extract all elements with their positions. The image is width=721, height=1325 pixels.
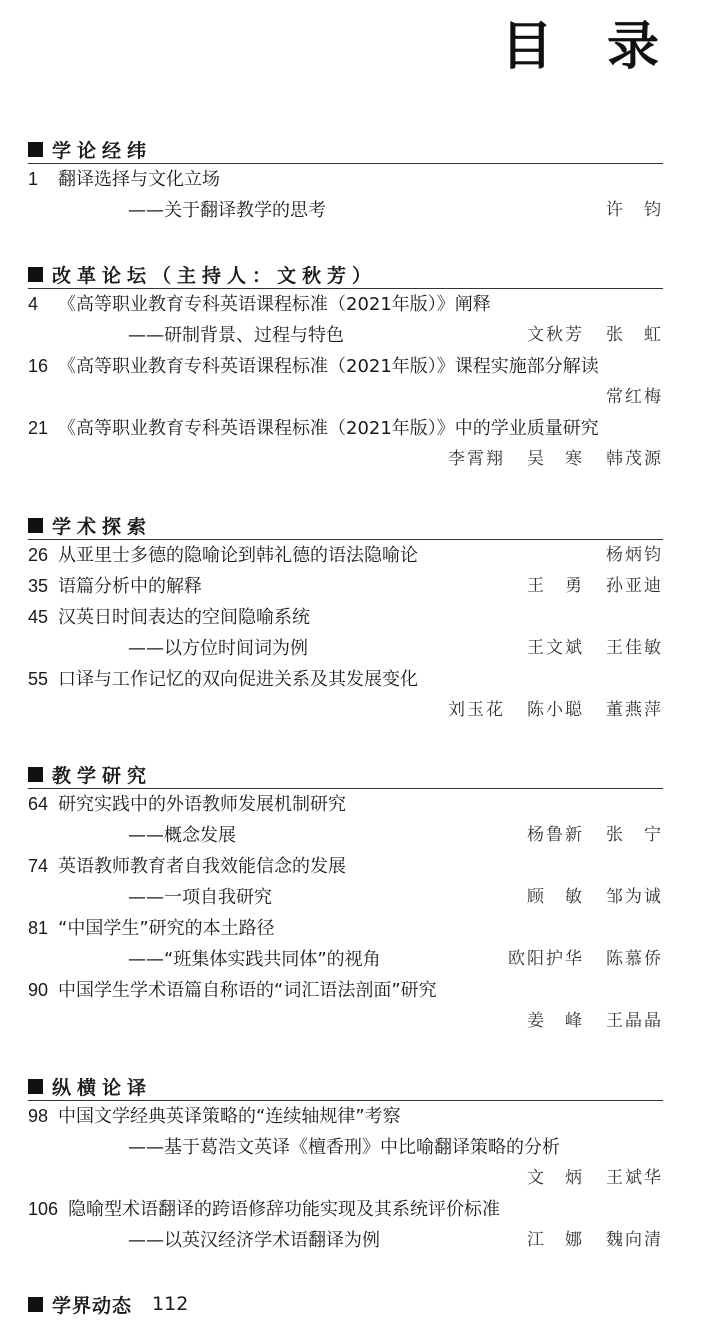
author-name: 许 钧 bbox=[606, 200, 663, 220]
author-name: 顾 敏 bbox=[527, 887, 584, 907]
entry-page-number: 4 bbox=[28, 294, 39, 314]
author-name: 王斌华 bbox=[606, 1168, 663, 1188]
author-name: 欧阳护华 bbox=[508, 949, 584, 969]
entry-page-number: 98 bbox=[28, 1106, 49, 1126]
entry-page-number: 16 bbox=[28, 356, 49, 376]
author-name: 王佳敏 bbox=[606, 638, 663, 658]
section bbox=[28, 511, 663, 726]
author-name: 张 宁 bbox=[606, 825, 663, 845]
section-title: 学论经纬 bbox=[52, 139, 153, 162]
entry-title: 中国文学经典英译策略的“连续轴规律”考察 bbox=[58, 1106, 401, 1127]
section bbox=[28, 760, 663, 1037]
entry-page-number: 106 bbox=[28, 1199, 59, 1219]
toc-entry[interactable] bbox=[28, 602, 663, 633]
toc-entry[interactable] bbox=[28, 413, 663, 444]
square-bullet-icon bbox=[28, 1297, 43, 1312]
entry-subtitle: ——“班集体实践共同体”的视角 bbox=[128, 949, 381, 970]
section bbox=[28, 135, 663, 226]
toc-entry[interactable] bbox=[28, 351, 663, 382]
toc-entry[interactable] bbox=[28, 633, 663, 664]
section-header bbox=[28, 1290, 663, 1318]
entry-authors bbox=[505, 882, 663, 913]
toc-entry[interactable] bbox=[28, 289, 663, 320]
entry-subtitle: ——基于葛浩文英译《檀香刑》中比喻翻译策略的分析 bbox=[128, 1137, 560, 1158]
entry-subtitle: ——研制背景、过程与特色 bbox=[128, 325, 344, 346]
square-bullet-icon bbox=[28, 767, 43, 782]
author-name: 陈小聪 bbox=[527, 700, 584, 720]
entry-title: 汉英日时间表达的空间隐喻系统 bbox=[58, 607, 310, 628]
author-name: 王晶晶 bbox=[606, 1011, 663, 1031]
entry-subtitle: ——概念发展 bbox=[128, 825, 236, 846]
entry-page-number: 45 bbox=[28, 607, 49, 627]
entry-title: 语篇分析中的解释 bbox=[58, 576, 202, 597]
author-name: 孙亚迪 bbox=[606, 576, 663, 596]
section-header bbox=[28, 1072, 663, 1101]
entry-title: 《高等职业教育专科英语课程标准（2021年版）》阐释 bbox=[58, 294, 491, 315]
author-name: 杨鲁新 bbox=[527, 825, 584, 845]
entry-page-number: 35 bbox=[28, 576, 49, 596]
section-title: 纵横论译 bbox=[52, 1076, 153, 1099]
section-header bbox=[28, 260, 663, 289]
entry-authors bbox=[505, 320, 663, 351]
section-title: 学术探索 bbox=[52, 515, 153, 538]
toc-entry[interactable] bbox=[28, 1006, 663, 1037]
toc-entry[interactable] bbox=[28, 540, 663, 571]
author-name: 文 炳 bbox=[527, 1168, 584, 1188]
section-title: 学界动态 bbox=[52, 1294, 133, 1317]
entry-authors bbox=[505, 1225, 663, 1256]
toc-entry[interactable] bbox=[28, 571, 663, 602]
author-name: 韩茂源 bbox=[606, 449, 663, 469]
toc-entry[interactable] bbox=[28, 1225, 663, 1256]
section-header bbox=[28, 135, 663, 164]
toc-entry[interactable] bbox=[28, 164, 663, 195]
entry-authors bbox=[584, 540, 663, 571]
toc-entry[interactable] bbox=[28, 789, 663, 820]
entry-subtitle: ——以方位时间词为例 bbox=[128, 638, 308, 659]
square-bullet-icon bbox=[28, 1079, 43, 1094]
author-name: 王文斌 bbox=[527, 638, 584, 658]
section-header bbox=[28, 511, 663, 540]
entry-page-number: 21 bbox=[28, 418, 49, 438]
toc-entry[interactable] bbox=[28, 320, 663, 351]
entry-title: 从亚里士多德的隐喻论到韩礼德的语法隐喻论 bbox=[58, 545, 418, 566]
author-name: 魏向清 bbox=[606, 1230, 663, 1250]
section bbox=[28, 260, 663, 475]
author-name: 邹为诚 bbox=[606, 887, 663, 907]
entry-title: 中国学生学术语篇自称语的“词汇语法剖面”研究 bbox=[58, 980, 437, 1001]
entry-authors bbox=[426, 444, 663, 475]
entry-authors bbox=[584, 195, 663, 226]
toc-entry[interactable] bbox=[28, 444, 663, 475]
entry-authors bbox=[505, 633, 663, 664]
entry-title: 研究实践中的外语教师发展机制研究 bbox=[58, 794, 346, 815]
entry-page-number: 74 bbox=[28, 856, 49, 876]
entry-page-number: 26 bbox=[28, 545, 49, 565]
entry-subtitle: ——关于翻译教学的思考 bbox=[128, 200, 326, 221]
entry-title: 英语教师教育者自我效能信念的发展 bbox=[58, 856, 346, 877]
author-name: 张 虹 bbox=[606, 325, 663, 345]
entry-page-number: 1 bbox=[28, 169, 39, 189]
author-name: 董燕萍 bbox=[606, 700, 663, 720]
entry-authors bbox=[486, 944, 663, 975]
entry-title: 翻译选择与文化立场 bbox=[58, 169, 220, 190]
author-name: 杨炳钧 bbox=[606, 545, 663, 565]
section-title: 教学研究 bbox=[52, 764, 153, 787]
author-name: 文秋芳 bbox=[527, 325, 584, 345]
entry-authors bbox=[426, 695, 663, 726]
section-page-number: 112 bbox=[152, 1293, 189, 1315]
square-bullet-icon bbox=[28, 142, 43, 157]
author-name: 陈慕侨 bbox=[606, 949, 663, 969]
toc-entry[interactable] bbox=[28, 820, 663, 851]
entry-title: 《高等职业教育专科英语课程标准（2021年版）》中的学业质量研究 bbox=[58, 418, 599, 439]
entry-authors bbox=[505, 1006, 663, 1037]
section-header bbox=[28, 760, 663, 789]
author-name: 李霄翔 bbox=[448, 449, 505, 469]
entry-authors bbox=[505, 820, 663, 851]
toc-entry[interactable] bbox=[28, 1163, 663, 1194]
entry-title: “中国学生”研究的本土路径 bbox=[58, 918, 275, 939]
author-name: 吴 寒 bbox=[527, 449, 584, 469]
author-name: 江 娜 bbox=[527, 1230, 584, 1250]
entry-page-number: 55 bbox=[28, 669, 49, 689]
toc-entry[interactable] bbox=[28, 382, 663, 413]
section-final bbox=[28, 1290, 663, 1318]
author-name: 常红梅 bbox=[606, 387, 663, 407]
toc-entry[interactable] bbox=[28, 695, 663, 726]
toc-entry[interactable] bbox=[28, 944, 663, 975]
author-name: 刘玉花 bbox=[448, 700, 505, 720]
entry-subtitle: ——一项自我研究 bbox=[128, 887, 272, 908]
toc-entry[interactable] bbox=[28, 664, 663, 695]
entry-title: 隐喻型术语翻译的跨语修辞功能实现及其系统评价标准 bbox=[68, 1199, 500, 1220]
toc-entry[interactable] bbox=[28, 1194, 663, 1225]
entry-title: 口译与工作记忆的双向促进关系及其发展变化 bbox=[58, 669, 418, 690]
entry-page-number: 90 bbox=[28, 980, 49, 1000]
section-title: 改革论坛（主持人：文秋芳） bbox=[52, 264, 378, 287]
entry-authors bbox=[505, 571, 663, 602]
toc-entry[interactable] bbox=[28, 1101, 663, 1132]
toc-entry[interactable] bbox=[28, 882, 663, 913]
author-name: 姜 峰 bbox=[527, 1011, 584, 1031]
entry-page-number: 81 bbox=[28, 918, 49, 938]
entry-title: 《高等职业教育专科英语课程标准（2021年版）》课程实施部分解读 bbox=[58, 356, 599, 377]
toc-entry[interactable] bbox=[28, 975, 663, 1006]
author-name: 王 勇 bbox=[527, 576, 584, 596]
entry-page-number: 64 bbox=[28, 794, 49, 814]
square-bullet-icon bbox=[28, 267, 43, 282]
toc-entry[interactable] bbox=[28, 851, 663, 882]
page-title: 目 录 bbox=[500, 17, 677, 77]
square-bullet-icon bbox=[28, 518, 43, 533]
entry-subtitle: ——以英汉经济学术语翻译为例 bbox=[128, 1230, 380, 1251]
toc-entry[interactable] bbox=[28, 195, 663, 226]
section bbox=[28, 1072, 663, 1256]
toc-entry[interactable] bbox=[28, 913, 663, 944]
entry-authors bbox=[505, 1163, 663, 1194]
toc-entry[interactable] bbox=[28, 1132, 663, 1163]
entry-authors bbox=[584, 382, 663, 413]
